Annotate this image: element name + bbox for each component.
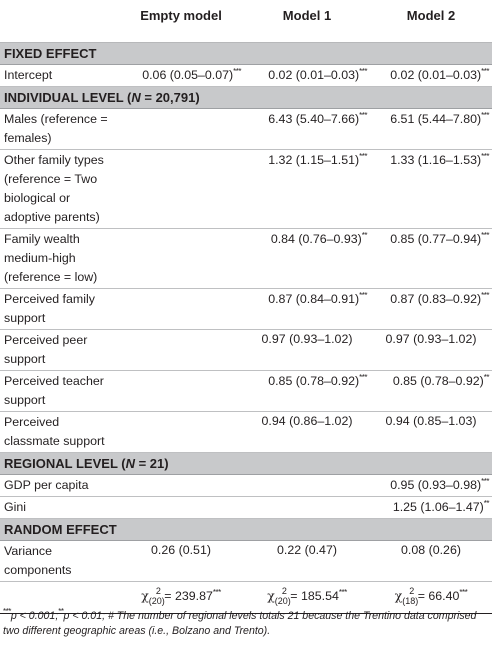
cell-empty-model <box>118 229 244 289</box>
table-row-gdp <box>0 475 492 497</box>
cell-model-1 <box>244 497 370 519</box>
cell-model-1: 0.87 (0.84–0.91)*** <box>244 289 370 330</box>
chi-value: = 185.54 <box>286 589 339 603</box>
chi-degrees-of-freedom: (20) <box>274 596 291 606</box>
column-header-model-1: Model 1 <box>244 6 370 43</box>
cell-model-2: 0.87 (0.83–0.92)*** <box>370 289 492 330</box>
chi-symbol: χ <box>267 588 275 603</box>
regression-table <box>0 6 492 614</box>
cell-model-2: 0.95 (0.93–0.98)*** <box>370 475 492 497</box>
significance-marker: *** <box>481 152 489 161</box>
significance-marker: *** <box>359 111 367 120</box>
significance-marker: *** <box>359 373 367 382</box>
row-label: Gini <box>0 497 118 519</box>
significance-marker: *** <box>233 67 241 76</box>
cell-empty-model <box>118 475 244 497</box>
chi-symbol: χ <box>394 588 403 603</box>
table-footnote: ***p < 0.001;**p < 0.01; # The number of regional levels totals 21 because the Trentino data comprised two different geographic areas (i.e., Bolzano and Trento). <box>3 607 477 637</box>
column-header-empty-model: Empty model <box>118 6 244 43</box>
significance-marker: ** <box>483 373 489 382</box>
cell-model-1: 0.02 (0.01–0.03)*** <box>244 65 370 87</box>
row-label: Other family types (reference = Two biological or adoptive parents) <box>0 150 118 229</box>
row-label: Perceived peer support <box>0 330 118 371</box>
row-label: Family wealth medium-high (reference = low) <box>0 229 118 289</box>
table-row-peer-support <box>0 330 492 371</box>
cell-model-1: 0.97 (0.93–1.02) <box>244 330 370 371</box>
significance-marker: *** <box>212 588 221 597</box>
header-row <box>0 6 492 43</box>
section-title: FIXED EFFECT <box>0 43 492 65</box>
section-regional-level <box>0 453 492 475</box>
row-label: Perceived family support <box>0 289 118 330</box>
cell-empty-model <box>118 289 244 330</box>
row-label: Males (reference = females) <box>0 109 118 150</box>
chi-superscript: 2 <box>155 586 161 596</box>
cell-empty-model: 0.26 (0.51) <box>118 541 244 582</box>
cell-model-2: 0.97 (0.93–1.02) <box>370 330 492 371</box>
table-row-males <box>0 109 492 150</box>
cell-model-2: 0.85 (0.78–0.92)** <box>370 371 492 412</box>
cell-model-2: 1.33 (1.16–1.53)*** <box>370 150 492 229</box>
significance-marker: *** <box>359 291 367 300</box>
cell-model-2: 1.25 (1.06–1.47)** <box>370 497 492 519</box>
table-row-teacher-support <box>0 371 492 412</box>
cell-model-1 <box>244 475 370 497</box>
table-row-family-support <box>0 289 492 330</box>
cell-empty-model <box>118 412 244 453</box>
row-label: Intercept <box>0 65 118 87</box>
significance-marker: *** <box>481 477 489 486</box>
cell-empty-model <box>118 497 244 519</box>
cell-model-1: 0.84 (0.76–0.93)** <box>244 229 370 289</box>
cell-model-2: 0.08 (0.26) <box>370 541 492 582</box>
column-header-label <box>0 6 118 43</box>
table-row-intercept <box>0 65 492 87</box>
significance-marker: ** <box>361 231 367 240</box>
significance-marker: *** <box>481 111 489 120</box>
table-row-variance <box>0 541 492 582</box>
cell-model-2: 0.85 (0.77–0.94)*** <box>370 229 492 289</box>
cell-model-1: 0.22 (0.47) <box>244 541 370 582</box>
chi-value: = 239.87 <box>160 589 213 603</box>
section-individual-level <box>0 87 492 109</box>
cell-model-1: 0.94 (0.86–1.02) <box>244 412 370 453</box>
table-row-classmate-support <box>0 412 492 453</box>
row-label: GDP per capita <box>0 475 118 497</box>
section-title: RANDOM EFFECT <box>0 519 492 541</box>
cell-model-1: 0.85 (0.78–0.92)*** <box>244 371 370 412</box>
significance-marker: *** <box>481 231 489 240</box>
section-title: REGIONAL LEVEL (N = 21) <box>0 453 492 475</box>
significance-marker: *** <box>359 67 367 76</box>
table-row-family-wealth <box>0 229 492 289</box>
chi-degrees-of-freedom: (18) <box>402 596 419 606</box>
significance-marker: *** <box>459 588 468 597</box>
cell-model-1: 6.43 (5.40–7.66)*** <box>244 109 370 150</box>
cell-empty-model <box>118 150 244 229</box>
significance-marker: *** <box>338 588 347 597</box>
row-label: Perceived teacher support <box>0 371 118 412</box>
section-fixed-effect <box>0 43 492 65</box>
section-random-effect <box>0 519 492 541</box>
significance-marker: *** <box>359 152 367 161</box>
cell-empty-model: 0.06 (0.05–0.07)*** <box>118 65 244 87</box>
cell-empty-model <box>118 371 244 412</box>
chi-value: = 66.40 <box>414 589 460 603</box>
chi-superscript: 2 <box>409 586 415 596</box>
cell-model-1: 1.32 (1.15–1.51)*** <box>244 150 370 229</box>
chi-degrees-of-freedom: (20) <box>148 596 165 606</box>
cell-empty-model <box>118 330 244 371</box>
section-title: INDIVIDUAL LEVEL (N = 20,791) <box>0 87 492 109</box>
row-label: Perceived classmate support <box>0 412 118 453</box>
significance-marker: *** <box>481 67 489 76</box>
table-row-family-types <box>0 150 492 229</box>
column-header-model-2: Model 2 <box>370 6 492 43</box>
cell-model-2: 6.51 (5.44–7.80)*** <box>370 109 492 150</box>
significance-marker: ** <box>483 499 489 508</box>
table-row-gini <box>0 497 492 519</box>
cell-empty-model <box>118 109 244 150</box>
chi-symbol: χ <box>141 588 149 603</box>
significance-marker: *** <box>481 291 489 300</box>
cell-model-2: 0.02 (0.01–0.03)*** <box>370 65 492 87</box>
chi-superscript: 2 <box>281 586 287 596</box>
cell-model-2: 0.94 (0.85–1.03) <box>370 412 492 453</box>
row-label: Variance components <box>0 541 118 582</box>
